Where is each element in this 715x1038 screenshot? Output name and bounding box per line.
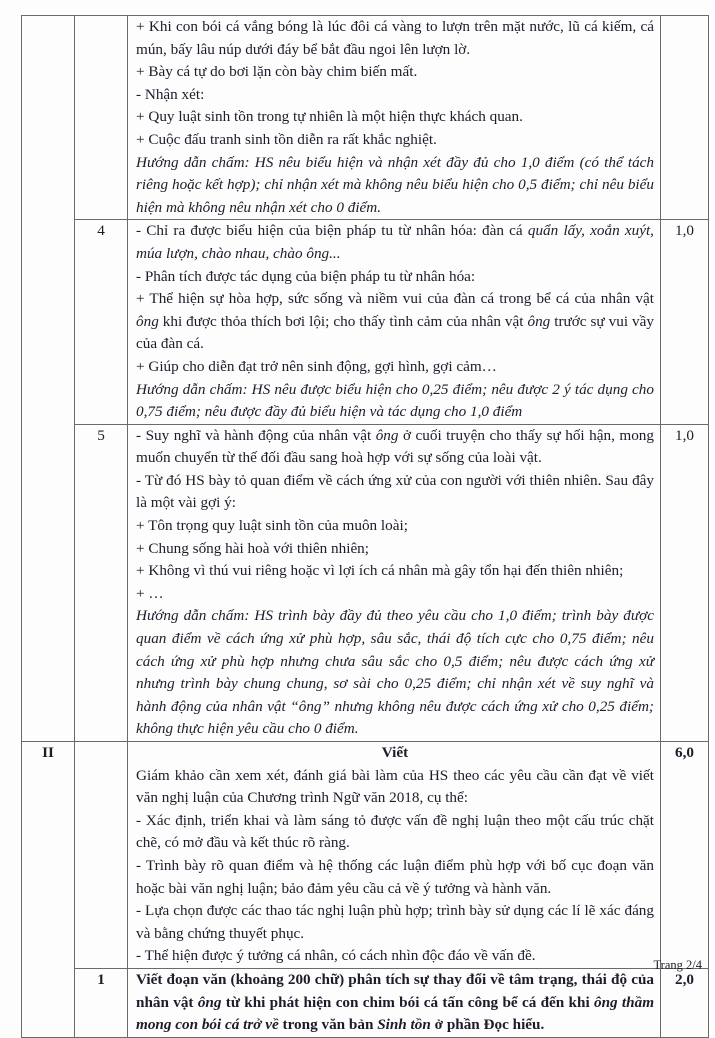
text: - Suy nghĩ và hành động của nhân vật	[136, 426, 376, 444]
table-row	[22, 742, 709, 969]
text: từ khi phát hiện con chim bói cá tấn công bể cá đến khi	[221, 993, 594, 1011]
question-number: 1	[75, 968, 128, 1037]
content-line: - Từ đó HS bày tỏ quan điểm về cách ứng xử của con người với thiên nhiên. Sau đây là một vài gợi ý:	[136, 471, 654, 512]
content-line: + Không vì thú vui riêng hoặc vì lợi ích cá nhân mà gây tổn hại đến thiên nhiên;	[136, 562, 624, 580]
content-line: - Trình bày rõ quan điểm và hệ thống các luận điểm phù hợp với bố cục đoạn văn hoặc bài văn nghị luận; bảo đảm yêu cầu cả về ý tưởng và hành văn.	[136, 856, 654, 897]
section-cell	[22, 424, 75, 741]
content-cell	[128, 220, 661, 424]
italic-text: ông	[375, 426, 399, 444]
section-title: Viết	[381, 744, 409, 761]
italic-text: Sinh tồn	[377, 1016, 431, 1034]
score-cell	[661, 16, 709, 220]
section-number: II	[22, 742, 75, 969]
content-cell	[128, 968, 661, 1037]
table-row	[22, 424, 709, 741]
text: ở phần Đọc hiểu.	[430, 1016, 545, 1034]
content-cell	[128, 16, 661, 220]
question-number-cell	[75, 16, 128, 220]
table-row	[22, 968, 709, 1037]
italic-text: quẩn lấy, xoắn xuýt, múa lượn, chào nhau, chào ông...	[136, 222, 654, 262]
answer-key-table	[21, 15, 709, 1038]
content-line	[136, 425, 654, 470]
content-line: - Lựa chọn được các thao tác nghị luận phù hợp; trình bày sử dụng các lí lẽ xác đáng và bằng chứng thuyết phục.	[136, 902, 654, 942]
content-line: + Tôn trọng quy luật sinh tồn của muôn loài;	[136, 517, 408, 535]
question-number-cell	[75, 742, 128, 969]
grading-guide: Hướng dẫn chấm: HS nêu biểu hiện và nhận xét đầy đủ cho 1,0 điểm (có thể tách riêng hoặc kết hợp); chỉ nhận xét mà không nêu biểu hiện cho 0,5 điểm; chỉ nêu biểu hiện mà không nêu nhận xét cho 0 điểm.	[136, 153, 654, 216]
italic-text: ông	[197, 993, 222, 1011]
content-line: Giám khảo cần xem xét, đánh giá bài làm của HS theo các yêu cầu cần đạt về viết văn nghị luận của Chương trình Ngữ văn 2018, cụ thể:	[136, 766, 654, 807]
text: khi được thỏa thích bơi lội; cho thấy tình cảm của nhân vật	[158, 312, 528, 330]
italic-text: ông	[527, 312, 551, 330]
text: + Thể hiện sự hòa hợp, sức sống và niềm vui của đàn cá trong bể cá của nhân vật	[136, 290, 654, 308]
content-line: + Khi con bói cá vắng bóng là lúc đôi cá vàng to lượn trên mặt nước, lũ cá kiếm, cá mún, bấy lâu núp dưới đáy bể bắt đầu ngoi lên lượn lờ.	[136, 18, 654, 58]
content-line: + Chung sống hài hoà với thiên nhiên;	[136, 539, 369, 557]
content-line: + Giúp cho diễn đạt trở nên sinh động, gợi hình, gợi cảm…	[136, 357, 497, 375]
score: 6,0	[661, 742, 709, 969]
score: 1,0	[661, 220, 709, 424]
section-cell	[22, 16, 75, 220]
content-line: - Xác định, triển khai và làm sáng tỏ được vấn đề nghị luận theo một cấu trúc chặt chẽ, có mở đầu và kết thúc rõ ràng.	[136, 811, 654, 852]
question-number: 5	[75, 424, 128, 741]
content-line	[136, 969, 654, 1037]
italic-text: ông thầm mong con bói cá trở về	[136, 993, 655, 1034]
table-row	[22, 16, 709, 220]
score: 2,0	[661, 968, 709, 1037]
content-cell	[128, 424, 661, 741]
score: 1,0	[661, 424, 709, 741]
content-line: + Bày cá tự do bơi lặn còn bày chim biến mất.	[136, 63, 418, 81]
grading-guide: Hướng dẫn chấm: HS trình bày đầy đủ theo yêu cầu cho 1,0 điểm; trình bày được quan điểm về cách ứng xử phù hợp, sâu sắc, thái độ tích cực cho 0,75 điểm; nêu cách ứng xử phù hợp nhưng chưa sâu sắc cho 0,5 điểm; nêu được cách ứng xử nhưng trình bày chung chung, sơ sài cho 0,25 điểm; chỉ nhận xét về suy nghĩ và hành động của nhân vật “ông” nhưng không nêu được cách ứng xử cho 0,25 điểm; không thực hiện yêu cầu cho 0 điểm.	[136, 607, 654, 738]
table-row	[22, 220, 709, 424]
section-cell	[22, 220, 75, 424]
text: - Chỉ ra được biểu hiện của biện pháp tu từ nhân hóa: đàn cá	[136, 222, 528, 240]
italic-text: ông	[136, 312, 159, 330]
section-cell	[22, 968, 75, 1037]
grading-guide: Hướng dẫn chấm: HS nêu được biểu hiện cho 0,25 điểm; nêu được 2 ý tác dụng cho 0,75 điểm; nêu được đầy đủ biểu hiện và tác dụng cho 1,0 điểm	[136, 380, 654, 421]
content-line: - Phân tích được tác dụng của biện pháp tu từ nhân hóa:	[136, 267, 476, 285]
content-line: + …	[136, 584, 164, 602]
page-number: Trang 2/4	[653, 958, 702, 972]
content-line	[136, 288, 654, 356]
content-line: - Thể hiện được ý tưởng cá nhân, có cách nhìn độc đáo về vấn đề.	[136, 947, 536, 965]
content-cell	[128, 742, 661, 969]
content-line: + Cuộc đấu tranh sinh tồn diễn ra rất khắc nghiệt.	[136, 130, 437, 148]
content-line: - Nhận xét:	[136, 85, 205, 103]
content-line	[136, 220, 654, 265]
text: trước sự vui vầy của đàn cá.	[136, 312, 654, 353]
text: ở cuối truyện cho thấy sự hối hận, mong muốn chuyển từ thế đối đầu sang hoà hợp với sự sống của loài vật.	[136, 426, 654, 467]
question-number: 4	[75, 220, 128, 424]
content-line: + Quy luật sinh tồn trong tự nhiên là một hiện thực khách quan.	[136, 108, 523, 126]
text: Viết đoạn văn (khoảng 200 chữ) phân tích sự thay đổi về tâm trạng, thái độ của nhân vật	[136, 970, 654, 1011]
text: trong văn bản	[278, 1016, 378, 1034]
